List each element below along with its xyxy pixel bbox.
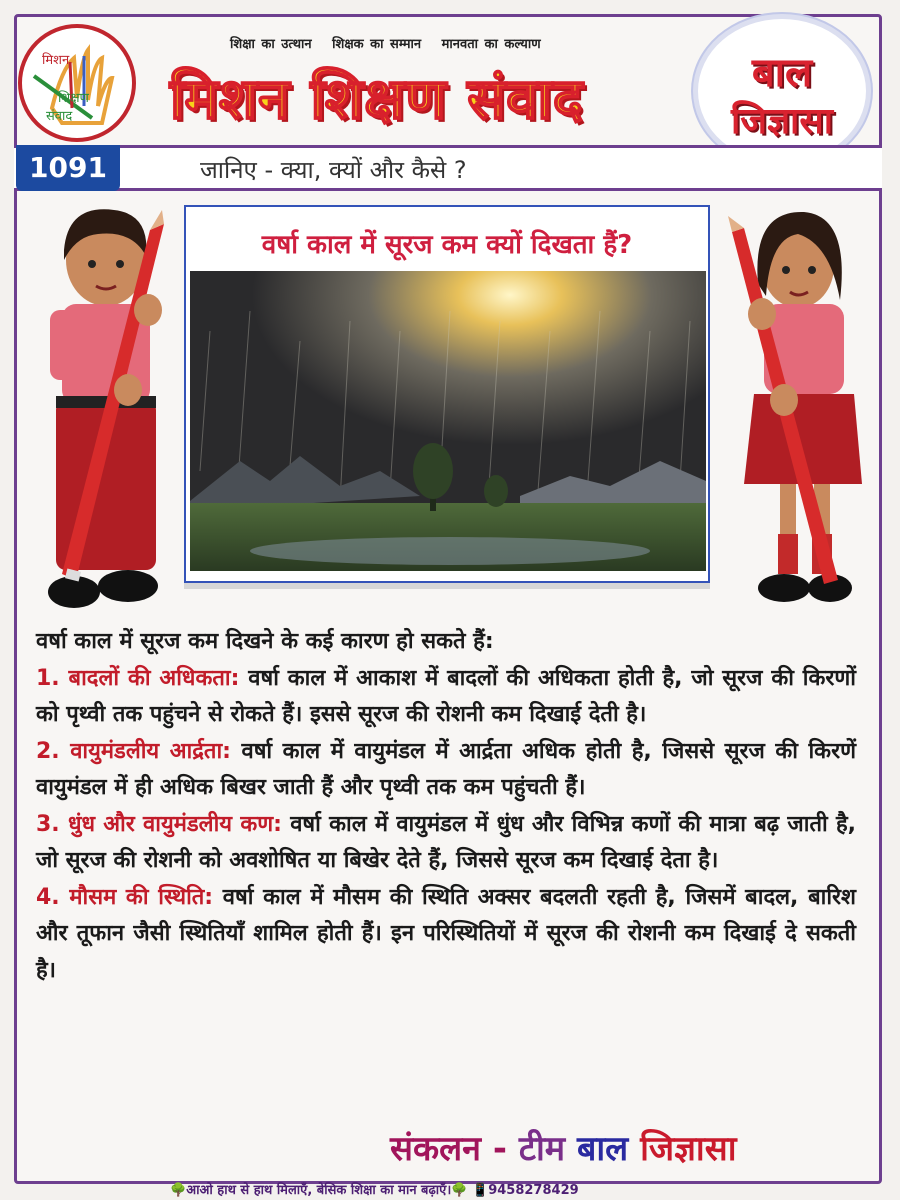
issue-number: 1091 <box>16 145 120 191</box>
badge-line-2: जिज्ञासा <box>730 101 834 142</box>
credit-jigyasa: जिज्ञासा <box>640 1129 737 1169</box>
intro-text: वर्षा काल में सूरज कम दिखने के कई कारण हो सकते हैं: <box>36 629 494 654</box>
logo-text-2: शिक्षण <box>58 91 89 106</box>
tree-icon: 🌳 <box>170 1183 187 1198</box>
footer-phone: 9458278429 <box>488 1183 579 1198</box>
answer-text <box>36 624 856 989</box>
logo-text-3: संवाद <box>46 109 73 124</box>
footer-slogan: आओ हाथ से हाथ मिलाएँ, बेसिक शिक्षा का मान बढ़ाएँ। <box>186 1183 452 1198</box>
tree-icon-2: 🌳 <box>451 1183 468 1198</box>
point-1-text: वर्षा काल में आकाश में बादलों की अधिकता होती है, जो सूरज की किरणों को पृथ्वी तक पहुंचने से रोकते हैं। इससे सूरज की रोशनी कम दिखाई देती है। <box>36 665 856 727</box>
question-title: वर्षा काल में सूरज कम क्यों दिखता हैं? <box>261 230 633 260</box>
credit-line <box>390 1124 737 1170</box>
badge-line-1: बाल <box>751 50 813 96</box>
tagline <box>230 34 650 52</box>
tagline-2: शिक्षक का सम्मान <box>332 37 422 52</box>
point-3 <box>36 807 856 880</box>
credit-bal: बाल <box>576 1129 629 1169</box>
phone-icon: 📱 <box>472 1183 489 1198</box>
rainy-sky-photo <box>190 271 706 571</box>
point-4-text: वर्षा काल में मौसम की स्थिति अक्सर बदलती रहती है, जिसमें बादल, बारिश और तूफान जैसी स्थितियाँ शामिल होती हैं। इन परिस्थितियों में सूरज की रोशनी कम दिखाई दे सकती है। <box>36 884 856 983</box>
tagline-3: मानवता का कल्याण <box>441 37 541 52</box>
credit-team: टीम <box>518 1129 566 1169</box>
brand-title: मिशन शिक्षण संवाद <box>170 67 584 132</box>
girl-with-pencil-illustration <box>718 204 868 614</box>
point-2-text: वर्षा काल में वायुमंडल में आर्द्रता अधिक होती है, जिससे सूरज की किरणें वायुमंडल में ही अधिक बिखर जाती हैं और पृथ्वी तक कम पहुंचती हैं। <box>36 738 856 800</box>
credit-compiled: संकलन <box>390 1129 482 1169</box>
point-1 <box>36 661 856 734</box>
subtitle: जानिए - क्या, क्यों और कैसे ? <box>200 156 467 184</box>
footer <box>170 1180 579 1198</box>
boy-with-pencil-illustration <box>28 200 178 620</box>
point-2 <box>36 734 856 807</box>
mission-logo <box>18 24 136 142</box>
point-4-heading: 4. मौसम की स्थिति: <box>36 884 214 910</box>
credit-sep: - <box>481 1129 519 1169</box>
logo-text-1: मिशन <box>42 53 70 68</box>
point-3-text: वर्षा काल में वायुमंडल में धुंध और विभिन्न कणों की मात्रा बढ़ जाती है, जो सूरज की रोशनी को अवशोषित या बिखेर देते हैं, जिससे सूरज कम दिखाई देता है। <box>36 811 856 873</box>
point-1-heading: 1. बादलों की अधिकता: <box>36 665 240 691</box>
point-3-heading: 3. धुंध और वायुमंडलीय कण: <box>36 811 282 837</box>
tagline-1: शिक्षा का उत्थान <box>230 37 312 52</box>
point-2-heading: 2. वायुमंडलीय आर्द्रता: <box>36 738 231 764</box>
question-card <box>184 205 710 583</box>
point-4 <box>36 880 856 990</box>
storm-landscape-image <box>190 271 706 571</box>
hand-logo-icon <box>22 28 132 138</box>
